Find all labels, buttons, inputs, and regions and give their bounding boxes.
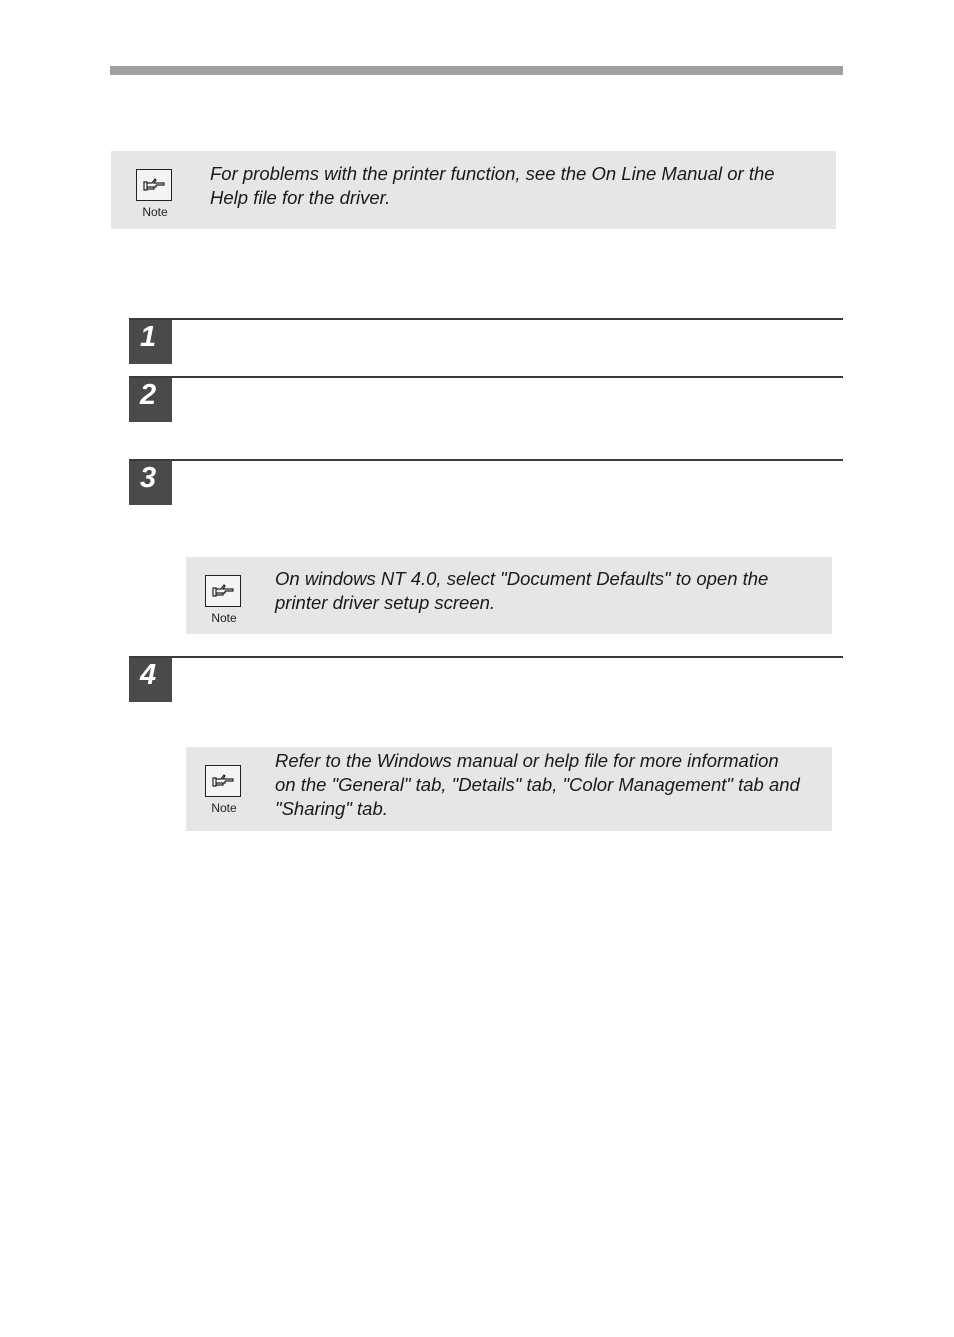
step-rule xyxy=(129,459,843,461)
note-text xyxy=(275,567,825,615)
note-line: printer driver setup screen. xyxy=(275,592,496,613)
note-line: Refer to the Windows manual or help file for more information xyxy=(275,750,779,771)
step-number-badge: 3 xyxy=(129,459,172,505)
note-line: On windows NT 4.0, select "Document Defaults" to open the xyxy=(275,568,769,589)
header-rule xyxy=(110,66,843,75)
note-line: For problems with the printer function, see the On Line Manual or the xyxy=(210,163,775,184)
note-box-nt-defaults xyxy=(186,557,832,634)
step-rule xyxy=(129,318,843,320)
step-number-badge: 2 xyxy=(129,376,172,422)
note-icon xyxy=(130,169,180,225)
note-box-windows-tabs xyxy=(186,747,832,831)
note-label: Note xyxy=(142,205,168,219)
note-line: Help file for the driver. xyxy=(210,187,391,208)
pointing-hand-icon xyxy=(143,177,165,193)
step-number-badge: 4 xyxy=(129,656,172,702)
step-number-badge: 1 xyxy=(129,318,172,364)
note-line: on the "General" tab, "Details" tab, "Color Management" tab and xyxy=(275,774,800,795)
note-icon xyxy=(199,575,249,631)
note-label: Note xyxy=(211,611,237,625)
note-line: "Sharing" tab. xyxy=(275,798,388,819)
step-rule xyxy=(129,656,843,658)
note-box-printer-problems xyxy=(111,151,836,229)
note-label: Note xyxy=(211,801,237,815)
note-text xyxy=(275,749,830,821)
note-icon xyxy=(199,765,249,821)
step-rule xyxy=(129,376,843,378)
pointing-hand-icon xyxy=(212,583,234,599)
note-text xyxy=(210,162,830,210)
pointing-hand-icon xyxy=(212,773,234,789)
